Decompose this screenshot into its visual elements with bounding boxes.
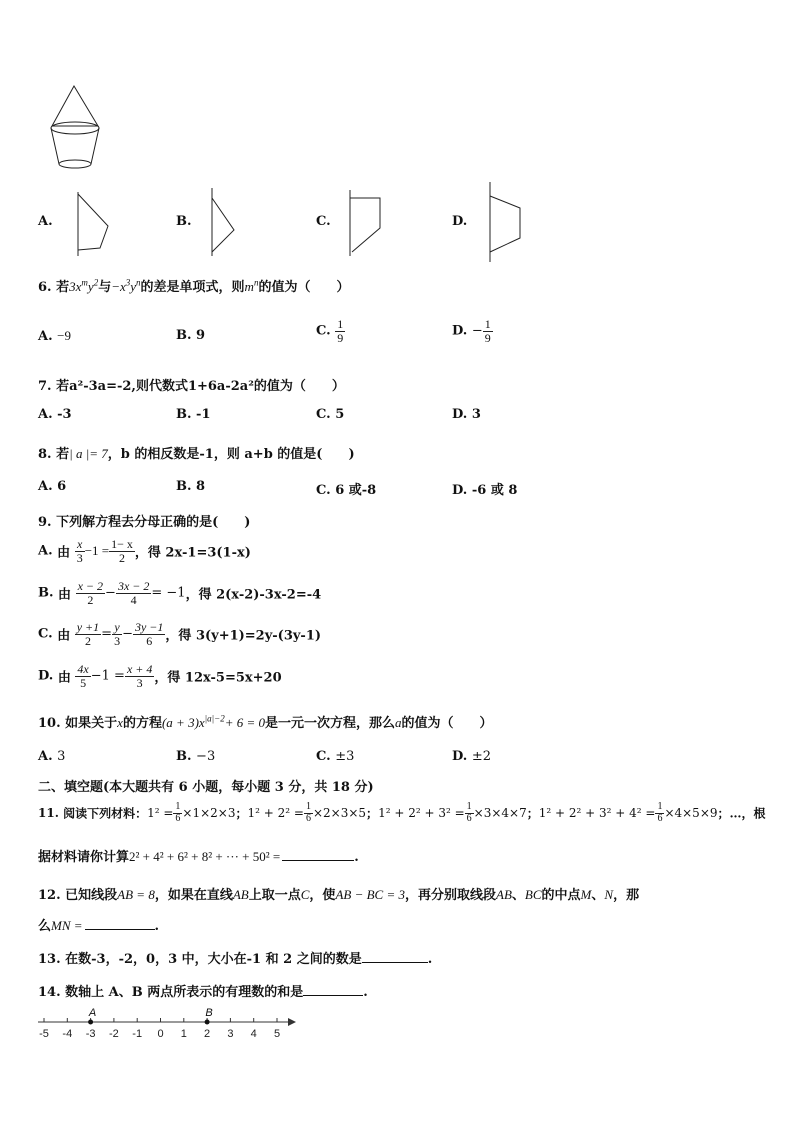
- point-a: [88, 1020, 93, 1025]
- q9-option-a: A. 由 $\frac{x}{3}$ −1 = $\frac{1- x}{2}$ ，得 2x-1=3(1-x): [38, 537, 251, 565]
- fig-option-c-label: C.: [316, 214, 331, 229]
- point-label-a: A: [88, 1007, 97, 1019]
- q10-option-a: A. 3: [38, 749, 66, 764]
- q10-option-d: D. ±2: [452, 749, 492, 764]
- question-12-line2: 么MN = .: [38, 918, 160, 934]
- q7-option-a: A. -3: [38, 407, 72, 422]
- question-10: 10. 如果关于x的方程$(a + 3)x^{|a|-2}+ 6 = 0$是一元一次方程，那么a的值为（ ）: [38, 713, 493, 731]
- q7-option-c: C. 5: [316, 407, 345, 422]
- tick-label: -3: [85, 1028, 96, 1040]
- tick-label: 0: [157, 1028, 164, 1040]
- tick-label: -2: [109, 1028, 119, 1040]
- view-a-figure: [72, 190, 116, 258]
- q6-option-a: A. −9: [38, 328, 71, 344]
- view-c-figure: [344, 188, 386, 258]
- question-7: 7. 若a²-3a=-2,则代数式1+6a-2a²的值为（ ）: [38, 379, 345, 394]
- fig-option-a-label: A.: [38, 214, 53, 229]
- question-9: 9. 下列解方程去分母正确的是( ): [38, 515, 251, 530]
- answer-blank[interactable]: [362, 950, 428, 963]
- tick-label: 4: [250, 1028, 257, 1040]
- answer-blank[interactable]: [303, 983, 363, 996]
- q8-option-c: C. 6 或-8: [316, 483, 377, 498]
- solid-figure: [44, 84, 106, 172]
- answer-blank[interactable]: [85, 917, 155, 930]
- question-6: 6. 若$3x^my^2$与$-x^3y^n$的差是单项式，则$m^n$的值为（ ）: [38, 277, 350, 295]
- axis-arrow: [288, 1018, 296, 1026]
- question-12: 12. 已知线段AB = 8，如果在直线AB上取一点C，使AB − BC = 3，再分别取线段AB、BC的中点M、N，那: [38, 887, 640, 903]
- q10-option-b: B. −3: [176, 749, 216, 764]
- question-14: 14. 数轴上 A、B 两点所表示的有理数的和是 .: [38, 985, 368, 1000]
- q10-option-c: C. ±3: [316, 749, 355, 764]
- q6-option-b: B. 9: [176, 328, 206, 343]
- point-label-b: B: [205, 1007, 213, 1019]
- view-b-figure: [206, 186, 242, 258]
- question-11-line2: 据材料请你计算2² + 4² + 6² + 8² + ··· + 50² = .: [38, 849, 359, 865]
- answer-blank[interactable]: [282, 848, 354, 861]
- tick-label: -5: [39, 1028, 49, 1040]
- q9-option-c: C. 由 $\frac{y +1}{2}$ = $\frac{y}{3}$ − $\frac{3y -1}{6}$ ，得 3(y+1)=2y-(3y-1): [38, 620, 322, 648]
- tick-label: -1: [132, 1028, 143, 1040]
- tick-label: -4: [62, 1028, 73, 1040]
- q8-option-b: B. 8: [176, 479, 206, 494]
- section-2-title: 二、填空题(本大题共有 6 小题，每小题 3 分，共 18 分): [38, 780, 374, 795]
- number-line: [30, 1002, 300, 1046]
- q9-option-d: D. 由 $\frac{4x}{5}$ −1 = $\frac{x + 4}{3}$ ，得 12x-5=5x+20: [38, 662, 282, 690]
- view-d-figure: [484, 180, 528, 264]
- q7-option-d: D. 3: [452, 407, 481, 422]
- tick-label: 2: [204, 1028, 211, 1040]
- tick-label: 1: [180, 1028, 187, 1040]
- q6-option-c: C. $\frac{1}{9}$: [316, 317, 344, 345]
- point-b: [205, 1020, 210, 1025]
- q7-option-b: B. -1: [176, 407, 211, 422]
- tick-label: 5: [273, 1028, 281, 1040]
- fig-option-d-label: D.: [452, 214, 468, 229]
- tick-label: 3: [227, 1028, 234, 1040]
- q8-option-a: A. 6: [38, 479, 67, 494]
- question-8: 8. 若| a |= 7，b 的相反数是-1，则 a+b 的值是( ): [38, 446, 355, 462]
- q6-option-d: D. − $\frac{1}{9}$: [452, 317, 491, 345]
- question-13: 13. 在数-3，-2，0，3 中，大小在-1 和 2 之间的数是 .: [38, 952, 433, 967]
- fig-option-b-label: B.: [176, 214, 192, 229]
- question-11: 11. 阅读下列材料：1² = $\frac{1}{6}$ ×1×2×3；1² + 2² = $\frac{1}{6}$ ×2×3×5；1² + 2² + 3² = $\frac{1}{6}$ ×3×4×7；1² + 2² + 3² + 4² = $\frac{1}{6}$ ×4×5×9；…，根: [38, 801, 766, 824]
- q9-option-b: B. 由 $\frac{x - 2}{2}$ − $\frac{3x - 2}{4}$ = −1，得 2(x-2)-3x-2=-4: [38, 579, 322, 607]
- q8-option-d: D. -6 或 8: [452, 483, 518, 498]
